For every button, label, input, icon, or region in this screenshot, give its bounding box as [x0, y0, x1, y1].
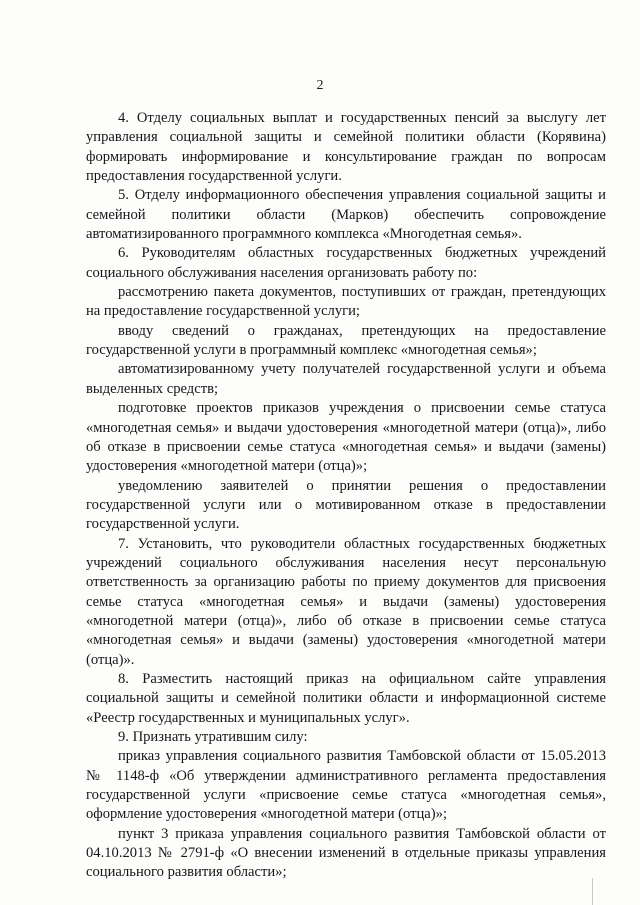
- page-number: 2: [316, 78, 324, 93]
- paragraph-item-5: 5. Отделу информационного обеспечения управления социальной защиты и семейной политики области (Марков) обеспечить сопровождение автоматизированного программного комплекса «Многодетная семья».: [86, 187, 606, 243]
- paragraph-item-6: 6. Руководителям областных государственных бюджетных учреждений социального обслуживания населения организовать работу по:: [86, 245, 606, 281]
- paragraph-item-9-sub-1: приказ управления социального развития Тамбовской области от 15.05.2013 № 1148-ф «Об утверждении административного регламента предоставления государственной услуги «присвоение семье статуса «многодетная семья», оформление удостоверения «многодетной матери (отца)»;: [86, 748, 606, 823]
- scan-edge-line: [592, 878, 593, 905]
- paragraph-item-6-sub-2: вводу сведений о гражданах, претендующих на предоставление государственной услуги в программный комплекс «многодетная семья»;: [86, 322, 606, 359]
- paragraph-item-6-sub-4: подготовке проектов приказов учреждения о присвоении семье статуса «многодетная семья» и выдачи удостоверения «многодетной матери (отца)», либо об отказе в присвоении семье статуса «многодетная семья» и выдачи (замены) удостоверения «многодетной матери (отца)»;: [86, 400, 606, 475]
- paragraph-item-8: 8. Разместить настоящий приказ на официальном сайте управления социальной защиты и семейной политики области и информационной системе «Реестр государственных и муниципальных услуг».: [86, 670, 606, 726]
- paragraph-item-6-sub-1: рассмотрению пакета документов, поступивших от граждан, претендующих на предоставление государственной услуги;: [86, 284, 606, 320]
- paragraph-item-4: 4. Отделу социальных выплат и государственных пенсий за выслугу лет управления социальной защиты и семейной политики области (Корявина) формировать информирование и консультирование граждан по вопросам предоставления государственной услуги.: [86, 110, 606, 185]
- document-body: [86, 109, 606, 883]
- paragraph-item-7: 7. Установить, что руководители областных государственных бюджетных учреждений социального обслуживания населения несут персональную ответственность за организацию работы по приему документов для присвоения семье статуса «многодетная семья» и выдачи (замены) удостоверения «многодетной матери (отца)», либо об отказе в присвоении семье статуса «многодетная семья» и выдачи (замены) удостоверения «многодетной матери (отца)».: [86, 535, 606, 668]
- paragraph-item-6-sub-3: автоматизированному учету получателей государственной услуги и объема выделенных средств;: [86, 361, 606, 397]
- paragraph-item-9-sub-2: пункт 3 приказа управления социального развития Тамбовской области от 04.10.2013 № 2791-ф «О внесении изменений в отдельные приказы управления социального развития области»;: [86, 825, 606, 881]
- paragraph-item-6-sub-5: уведомлению заявителей о принятии решения о предоставлении государственной услуги или о мотивированном отказе в предоставлении государственной услуги.: [86, 477, 606, 533]
- paragraph-item-9: 9. Признать утратившим силу:: [118, 729, 308, 745]
